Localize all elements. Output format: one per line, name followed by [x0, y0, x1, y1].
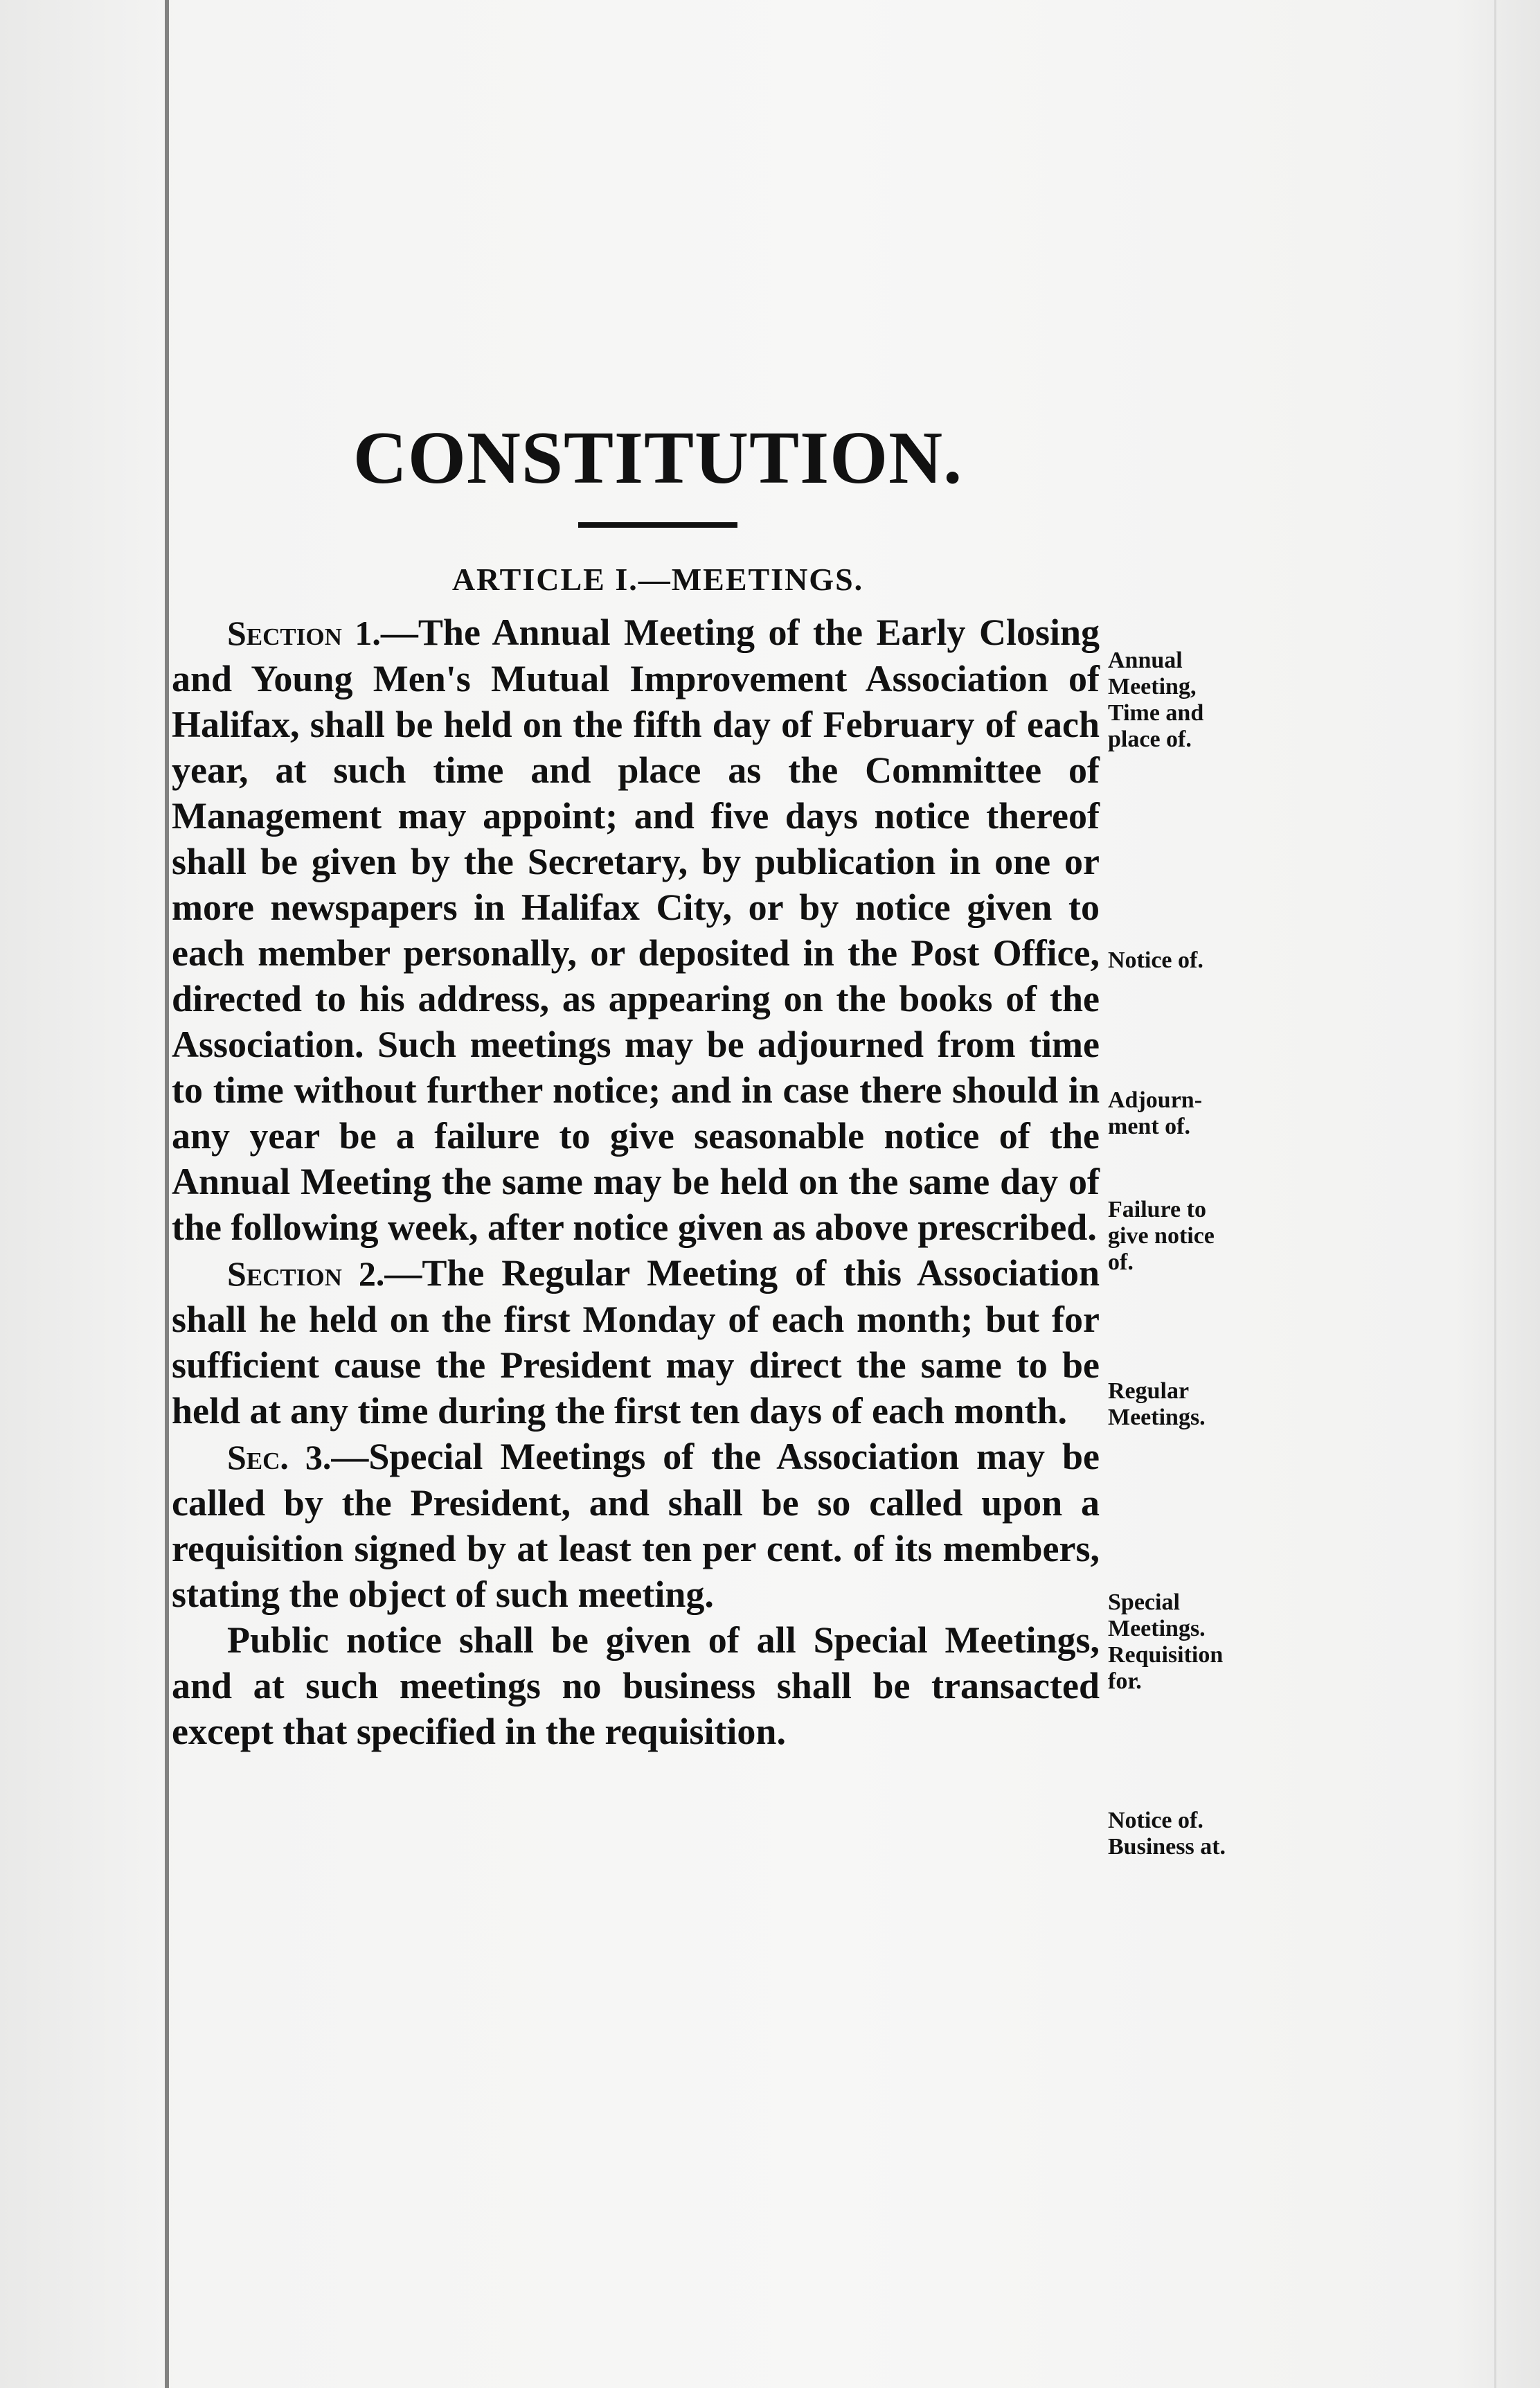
section-label: Sec. 3. [227, 1438, 332, 1477]
section-1-paragraph [172, 609, 1100, 1250]
margin-notes [1108, 0, 1267, 2388]
section-text: —The Regular Meeting of this Association shall he held on the first Monday of each month; but for sufficient cause the President may direct the same to be held at any time during the first ten days of each month. [172, 1252, 1100, 1432]
page-right-edge [1494, 0, 1496, 2388]
section-text: —The Annual Meeting of the Early Closing and Young Men's Mutual Improvement Association of Halifax, shall be held on the fifth day of February of each year, at such time and place as the Committee of Management may appoint; and five days notice thereof shall be given by the Secretary, by publication in one or more newspapers in Halifax City, or by notice given to each member personally, or deposited in the Post Office, directed to his address, as appearing on the books of the Association. Such meetings may be adjourned from time to time without further notice; and in case there should in any year be a failure to give seasonable notice of the Annual Meeting the same may be held on the same day of the following week, after notice given as above prescribed. [172, 612, 1100, 1248]
section-label: Section 1. [227, 614, 381, 652]
page-title: CONSTITUTION. [352, 417, 963, 499]
margin-note: Notice of. [1108, 947, 1203, 973]
section-label: Section 2. [227, 1254, 385, 1293]
public-notice-paragraph [172, 1617, 1100, 1754]
section-2-paragraph [172, 1250, 1100, 1434]
margin-note: Notice of. Business at. [1108, 1808, 1226, 1860]
binding-gutter-line [165, 0, 169, 2388]
margin-note: Special Meetings. Requisition for. [1108, 1589, 1224, 1694]
margin-note: Regular Meetings. [1108, 1378, 1206, 1430]
title-underline-rule [578, 522, 737, 528]
section-text: Public notice shall be given of all Special Meetings, and at such meetings no business shall be transacted except that specified in the requisition. [172, 1619, 1100, 1752]
article-heading: ARTICLE I.—MEETINGS. [451, 562, 864, 597]
margin-note: Annual Meeting, Time and place of. [1108, 648, 1204, 752]
margin-note: Adjourn- ment of. [1108, 1087, 1203, 1139]
section-text: —Special Meetings of the Association may be called by the President, and shall be so called upon a requisition signed by at least ten per cent. of its members, stating the object of such meeting. [172, 1436, 1100, 1615]
article-body [172, 609, 1100, 1754]
section-3-paragraph [172, 1434, 1100, 1617]
margin-note: Failure to give notice of. [1108, 1197, 1215, 1275]
